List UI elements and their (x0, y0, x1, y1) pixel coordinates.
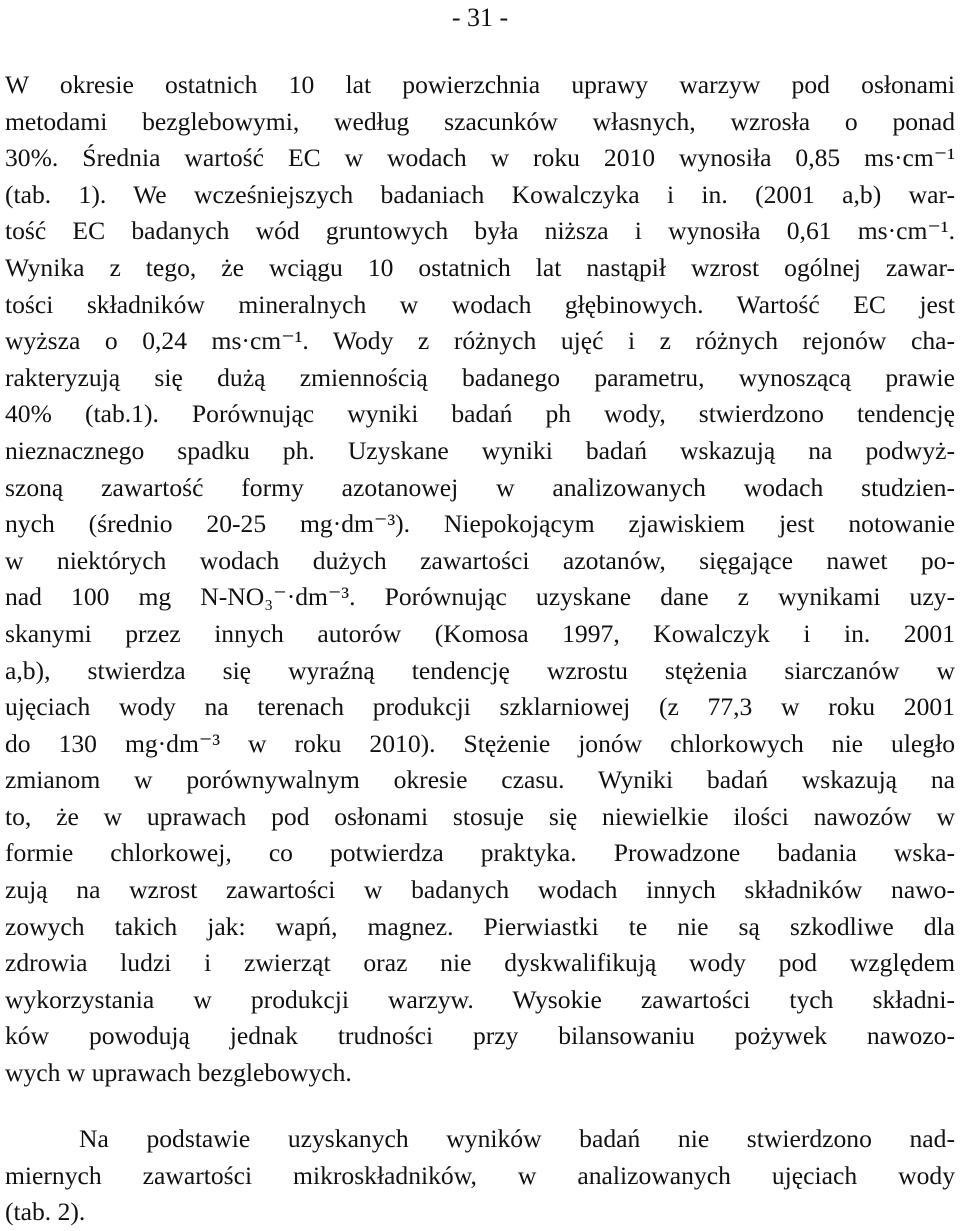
text-line: formie chlorkowej, co potwierdza praktyka. Prowadzone badania wska- (5, 838, 955, 868)
text-line: do 130 mg·dm⁻³ w roku 2010). Stężenie jonów chlorkowych nie uległo (5, 728, 955, 758)
text-line: tości składników mineralnych w wodach głębinowych. Wartość EC jest (5, 289, 955, 319)
text-line: wyższa o 0,24 ms·cm⁻¹. Wody z różnych ujęć i z różnych rejonów cha- (5, 326, 955, 356)
text-line: 30%. Średnia wartość EC w wodach w roku 2010 wynosiła 0,85 ms·cm⁻¹ (5, 143, 955, 173)
text-line: Na podstawie uzyskanych wyników badań nie stwierdzono nad- (79, 1124, 955, 1153)
text-line: ujęciach wody na terenach produkcji szklarniowej (z 77,3 w roku 2001 (5, 692, 955, 722)
text-line: tość EC badanych wód gruntowych była niższa i wynosiła 0,61 ms·cm⁻¹. (5, 216, 955, 246)
text-line: to, że w uprawach pod osłonami stosuje się niewielkie ilości nawozów w (5, 801, 955, 831)
text-line: wych w uprawach bezglebowych. (5, 1058, 352, 1088)
text-line: W okresie ostatnich 10 lat powierzchnia uprawy warzyw pod osłonami (5, 70, 955, 99)
text-line: miernych zawartości mikroskładników, w analizowanych ujęciach wody (5, 1160, 955, 1190)
text-line: 40% (tab.1). Porównując wyniki badań ph wody, stwierdzono tendencję (5, 399, 955, 429)
paragraph-2 (5, 1121, 955, 1231)
text-line: nych (średnio 20-25 mg·dm⁻³). Niepokojącym zjawiskiem jest notowanie (5, 509, 955, 539)
text-line: zdrowia ludzi i zwierząt oraz nie dyskwalifikują wody pod względem (5, 948, 955, 978)
text-line: skanymi przez innych autorów (Komosa 1997, Kowalczyk i in. 2001 (5, 618, 955, 648)
text-line: nad 100 mg N-NO₃⁻·dm⁻³. Porównując uzyskane dane z wynikami uzy- (5, 582, 955, 612)
text-line: (tab. 1). We wcześniejszych badaniach Kowalczyka i in. (2001 a,b) war- (5, 179, 955, 209)
text-line: ków powodują jednak trudności przy bilansowaniu pożywek nawozo- (5, 1021, 955, 1051)
text-line: rakteryzują się dużą zmiennością badanego parametru, wynoszącą prawie (5, 362, 955, 392)
page-number: - 31 - (451, 3, 509, 32)
text-line: szoną zawartość formy azotanowej w analizowanych wodach studzien- (5, 472, 955, 502)
text-line: (tab. 2). (5, 1197, 86, 1227)
text-line: zują na wzrost zawartości w badanych wodach innych składników nawo- (5, 875, 955, 905)
text-line: metodami bezglebowymi, według szacunków własnych, wzrosła o ponad (5, 106, 955, 136)
text-line: wykorzystania w produkcji warzyw. Wysokie zawartości tych składni- (5, 984, 955, 1014)
text-line: a,b), stwierdza się wyraźną tendencję wzrostu stężenia siarczanów w (5, 655, 955, 685)
text-line: zmianom w porównywalnym okresie czasu. Wyniki badań wskazują na (5, 765, 955, 795)
paragraph-1 (5, 67, 955, 1092)
text-line: w niektórych wodach dużych zawartości azotanów, sięgające nawet po- (5, 545, 955, 575)
text-line: zowych takich jak: wapń, magnez. Pierwiastki te nie są szkodliwe dla (5, 911, 955, 941)
text-line: Wynika z tego, że wciągu 10 ostatnich lat nastąpił wzrost ogólnej zawar- (5, 252, 955, 282)
text-line: nieznacznego spadku ph. Uzyskane wyniki badań wskazują na podwyż- (5, 435, 955, 465)
